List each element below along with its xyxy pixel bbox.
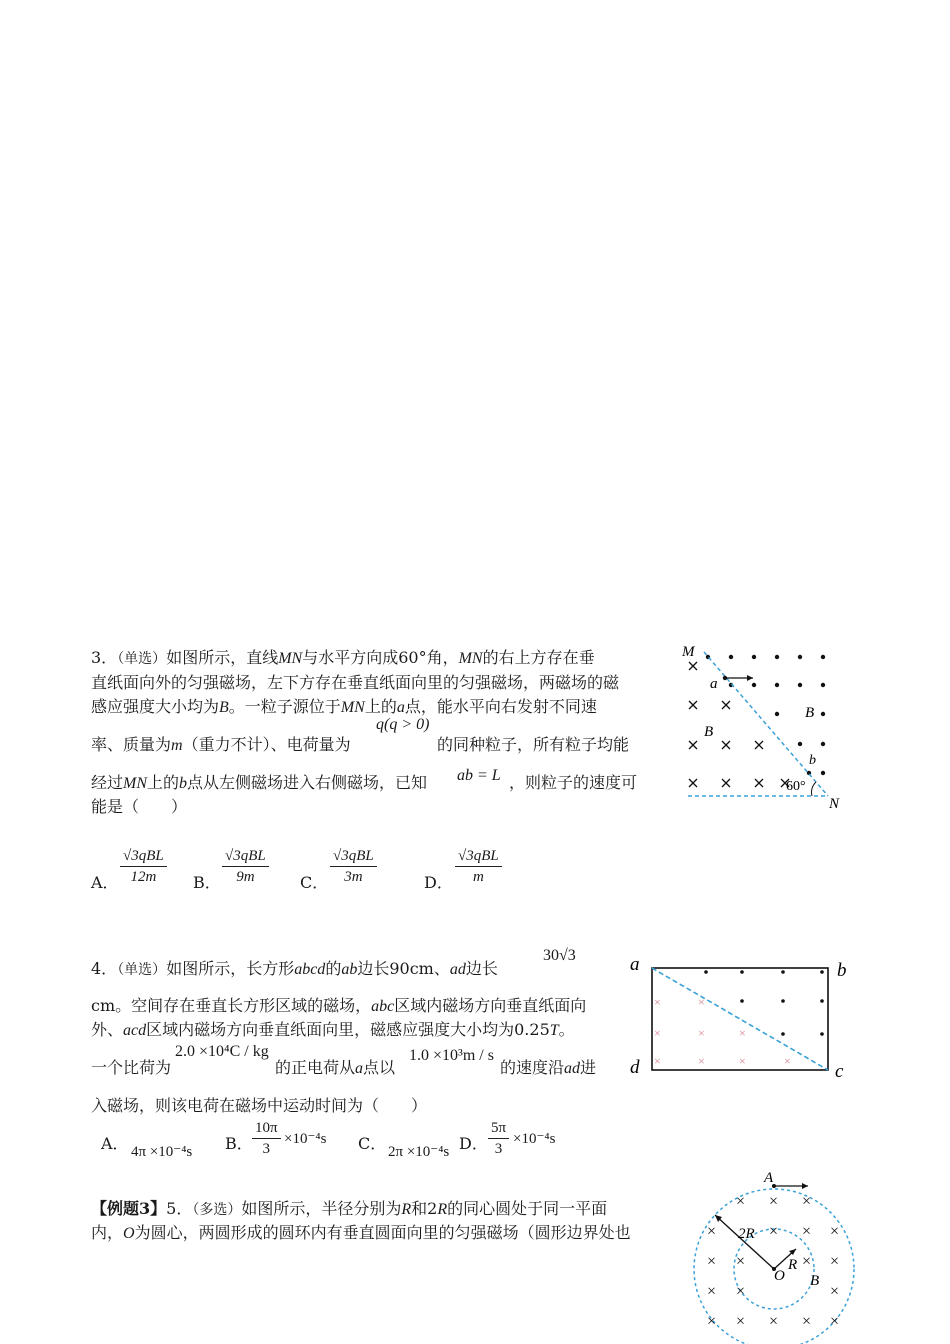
q4-speed: 1.0 ×10³m / s	[409, 1047, 494, 1064]
svg-text:×: ×	[830, 1223, 840, 1240]
q3-line-5-tail: ，则粒子的速度可	[509, 773, 638, 792]
q3-label-b-left: B	[704, 724, 714, 740]
q3-line-6: 能是（ ）	[91, 797, 188, 816]
svg-text:×: ×	[769, 1223, 779, 1240]
svg-text:×: ×	[707, 1253, 717, 1270]
q3-figure	[676, 640, 856, 815]
q5-crosses	[707, 1193, 839, 1330]
svg-text:×: ×	[698, 995, 705, 1009]
q4-line-3: 外、acd区域内磁场方向垂直纸面向里，磁感应强度大小均为0.25T。	[91, 1020, 575, 1039]
svg-text:×: ×	[707, 1313, 717, 1330]
svg-text:×: ×	[707, 1223, 717, 1240]
q3-label-b-field: B	[805, 705, 815, 721]
svg-text:×: ×	[736, 1313, 746, 1330]
svg-text:×: ×	[698, 1026, 705, 1040]
q3-line-4: 率、质量为m（重力不计）、电荷量为	[91, 735, 351, 754]
q3-option-a-label[interactable]: A．	[91, 873, 119, 892]
svg-text:×: ×	[769, 1313, 779, 1330]
q3-option-c-label[interactable]: C．	[300, 873, 329, 892]
q4-label-b: b	[837, 960, 847, 981]
q3-option-b-value[interactable]: √3qBL 9m	[222, 846, 269, 887]
q4-label-a: a	[630, 954, 640, 975]
q5-label-b: B	[810, 1273, 820, 1289]
svg-text:×: ×	[830, 1283, 840, 1300]
svg-text:×: ×	[802, 1253, 812, 1270]
q4-option-a-value[interactable]: 4π ×10⁻⁴s	[131, 1144, 193, 1160]
q3-charge-expr: q(q > 0)	[376, 716, 430, 733]
q4-option-b-label[interactable]: B．	[225, 1134, 253, 1153]
q4-line-4b: 的正电荷从a点以	[275, 1058, 396, 1077]
q4-ad-length: 30√3	[543, 947, 576, 964]
q3-line-mn	[704, 652, 828, 796]
q4-line-4a: 一个比荷为	[91, 1058, 172, 1077]
q4-line-5: 入磁场，则该电荷在磁场中运动时间为（ ）	[91, 1096, 428, 1115]
q5-figure	[690, 1165, 865, 1344]
q3-line-2: 直纸面向外的匀强磁场，左下方存在垂直纸面向里的匀强磁场，两磁场的磁	[91, 673, 620, 692]
svg-text:×: ×	[802, 1193, 812, 1210]
q3-option-b-label[interactable]: B．	[193, 873, 221, 892]
q4-charge-ratio: 2.0 ×10⁴C / kg	[175, 1043, 269, 1060]
svg-text:×: ×	[654, 1054, 661, 1068]
q5-label-o: O	[774, 1268, 785, 1284]
q4-option-a-label[interactable]: A．	[101, 1134, 129, 1153]
q3-label-a: a	[710, 676, 718, 692]
q3-label-angle: 60°	[786, 779, 806, 794]
svg-text:×: ×	[736, 1193, 746, 1210]
svg-text:×: ×	[802, 1313, 812, 1330]
q3-line-5: 经过MN上的b点从左侧磁场进入右侧磁场，已知	[91, 773, 428, 792]
svg-text:×: ×	[654, 995, 661, 1009]
svg-text:×: ×	[769, 1193, 779, 1210]
q3-option-c-value[interactable]: √3qBL 3m	[330, 846, 377, 887]
q4-option-c-value[interactable]: 2π ×10⁻⁴s	[388, 1144, 450, 1160]
q4-line-2: cm。空间存在垂直长方形区域的磁场，abc区域内磁场方向垂直纸面向	[91, 996, 587, 1015]
q5-line-2: 内，O为圆心，两圆形成的圆环内有垂直圆面向里的匀强磁场（圆形边界处也	[91, 1223, 631, 1242]
q3-line-1: 3．（单选）如图所示，直线MN与水平方向成60°角，MN的右上方存在垂	[91, 648, 595, 667]
svg-text:×: ×	[707, 1283, 717, 1300]
svg-text:×: ×	[784, 1054, 791, 1068]
q5-label-a: A	[764, 1170, 774, 1186]
q5-line-1: 【例题3】5．（多选）如图所示，半径分别为R和2R的同心圆处于同一平面	[91, 1199, 608, 1218]
q3-label-m: M	[682, 644, 695, 660]
q3-option-d-label[interactable]: D．	[424, 873, 453, 892]
svg-text:×: ×	[736, 1283, 746, 1300]
svg-text:×: ×	[698, 1054, 705, 1068]
q3-option-d-value[interactable]: √3qBL m	[455, 846, 502, 887]
q3-line-3: 感应强度大小均为B。一粒子源位于MN上的a点，能水平向右发射不同速	[91, 697, 597, 716]
q4-option-d-fraction[interactable]: $\frac{5\pi}{3}$	[488, 1118, 509, 1159]
svg-text:×: ×	[802, 1223, 812, 1240]
q3-ab-expr: ab = L	[457, 767, 501, 784]
q4-option-d-label[interactable]: D．	[459, 1134, 488, 1153]
q4-crosses-inward	[654, 995, 791, 1068]
svg-text:×: ×	[739, 1026, 746, 1040]
q4-option-d-unit: ×10⁻⁴s	[513, 1131, 556, 1147]
q4-label-d: d	[630, 1057, 640, 1078]
svg-text:×: ×	[830, 1313, 840, 1330]
q4-line-1: 4．（单选）如图所示，长方形abcd的ab边长90cm、ad边长	[91, 959, 498, 978]
q4-option-c-label[interactable]: C．	[358, 1134, 387, 1153]
svg-text:×: ×	[739, 1054, 746, 1068]
q3-option-a-value[interactable]: √3qBL 12m	[120, 846, 167, 887]
q4-figure	[625, 950, 855, 1085]
q3-label-n: N	[829, 796, 840, 812]
q4-line-4c: 的速度沿ad进	[500, 1058, 597, 1077]
q5-label-r: R	[788, 1257, 798, 1273]
q4-label-c: c	[835, 1061, 844, 1082]
q3-label-b-point: b	[809, 753, 816, 768]
q5-label-2r: 2R	[738, 1226, 755, 1242]
svg-text:×: ×	[830, 1253, 840, 1270]
q4-dots-outward	[704, 970, 824, 1036]
svg-text:×: ×	[654, 1026, 661, 1040]
q4-option-b-unit: ×10⁻⁴s	[284, 1131, 327, 1147]
q4-option-b-fraction[interactable]: $\frac{10\pi}{3}$	[252, 1118, 281, 1159]
q3-line-4-tail: 的同种粒子，所有粒子均能	[437, 735, 630, 754]
svg-text:×: ×	[736, 1253, 746, 1270]
